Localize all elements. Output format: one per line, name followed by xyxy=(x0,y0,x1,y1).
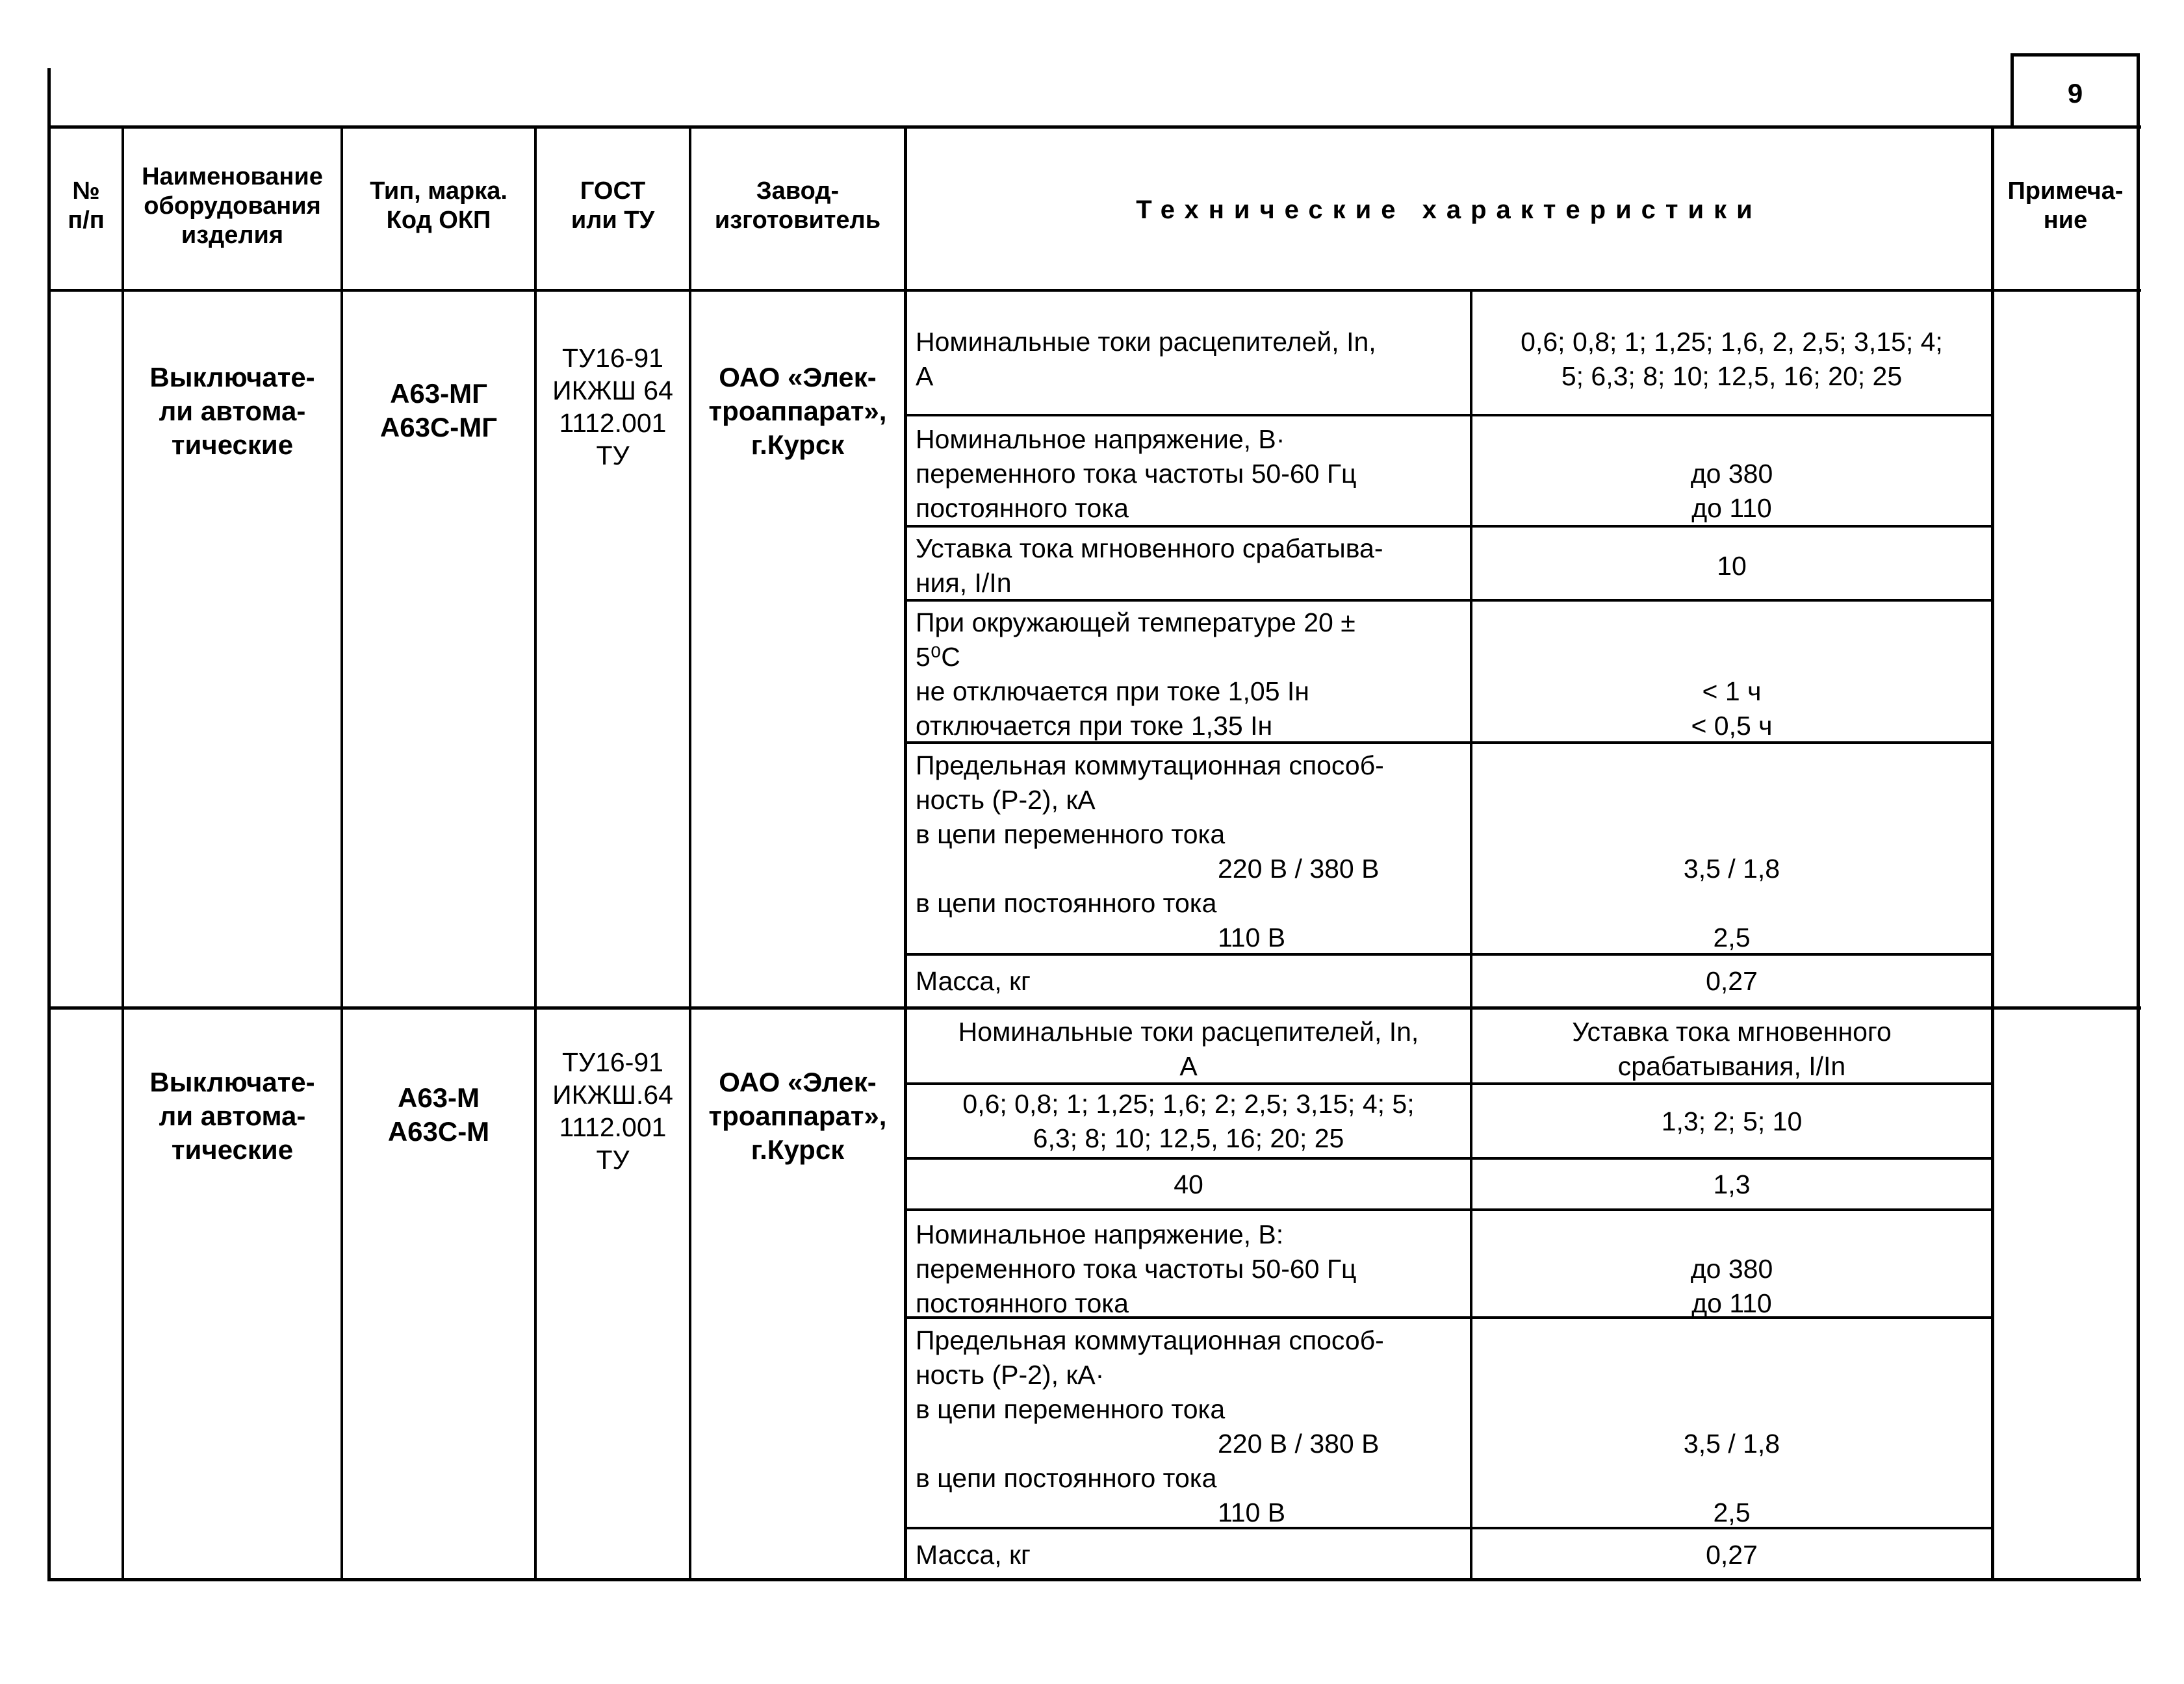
spec-value-line: 2,5 xyxy=(1713,1498,1751,1527)
header-num-line: п/п xyxy=(68,207,105,234)
row1-gost xyxy=(537,342,689,472)
spec-label-line: Номинальные токи расцепителей, In, xyxy=(958,1017,1419,1047)
spec-label-line: Масса, кг xyxy=(916,966,1031,996)
header-gost xyxy=(537,177,689,235)
spec-label-line: Предельная коммутационная способ- xyxy=(916,1325,1384,1355)
spec-label-line: Уставка тока мгновенного срабатыва- xyxy=(916,533,1383,563)
header-note-line: ние xyxy=(2043,207,2088,234)
header-type xyxy=(343,177,534,235)
row1-gost-line: ТУ16-91 xyxy=(562,343,663,373)
spec-label-line: постоянного тока xyxy=(916,1288,1129,1318)
row1-name-line: Выключате- xyxy=(149,362,315,392)
row1-maker-line: троаппарат», xyxy=(708,396,887,426)
spec-value-line: 3,5 / 1,8 xyxy=(1683,854,1780,884)
spec-value-line: до 110 xyxy=(1691,1288,1772,1318)
row1-name-line: ли автома- xyxy=(159,396,306,426)
header-maker xyxy=(691,177,904,235)
row2-name-line: тические xyxy=(171,1134,294,1165)
row2-maker-line: ОАО «Элек- xyxy=(719,1067,877,1097)
col-line-1 xyxy=(122,125,124,1581)
row2-name xyxy=(124,1065,340,1167)
spec-label-line: переменного тока частоты 50-60 Гц xyxy=(916,1254,1357,1284)
spec-line xyxy=(905,1208,1992,1211)
spec-label xyxy=(916,1218,1357,1321)
row2-maker xyxy=(691,1065,904,1167)
header-name xyxy=(124,162,340,250)
col-line-2 xyxy=(340,125,343,1581)
spec-label-line: ния, I/In xyxy=(916,568,1012,598)
spec-label-line: не отключается при токе 1,05 Iн xyxy=(916,676,1309,706)
row2-name-line: ли автома- xyxy=(159,1101,306,1131)
row1-maker-line: г.Курск xyxy=(751,429,845,460)
spec-value xyxy=(1472,1538,1991,1572)
row1-maker-line: ОАО «Элек- xyxy=(719,362,877,392)
spec-value-line: Уставка тока мгновенного xyxy=(1572,1017,1892,1047)
spec-value xyxy=(1472,1427,1991,1461)
spec-value-line: 1,3; 2; 5; 10 xyxy=(1661,1106,1803,1136)
spec-value-line: 0,27 xyxy=(1706,966,1758,996)
header-gost-line: ГОСТ xyxy=(580,177,646,205)
row1-type xyxy=(343,377,534,444)
row1-gost-line: ИКЖШ 64 xyxy=(552,376,673,405)
row1-maker xyxy=(691,361,904,462)
spec-label xyxy=(916,325,1376,394)
row1-gost-line: ТУ xyxy=(596,440,630,470)
spec-label-line: переменного тока частоты 50-60 Гц xyxy=(916,459,1357,489)
spec-value xyxy=(1472,1104,1991,1139)
spec-value xyxy=(1472,964,1991,999)
spec-label-line: ность (Р-2), кА xyxy=(916,785,1096,815)
row1-name xyxy=(124,361,340,462)
header-num-line: № xyxy=(72,177,100,205)
spec-label-line: А xyxy=(916,361,934,391)
header-type-line: Тип, марка. xyxy=(370,177,507,205)
spec-value-line: 1,3 xyxy=(1713,1169,1751,1199)
spec-label-line: 110 В xyxy=(1218,1498,1286,1527)
header-name-line: изделия xyxy=(181,222,284,249)
spec-value xyxy=(1472,325,1991,394)
row2-name-line: Выключате- xyxy=(149,1067,315,1097)
spec-label-line: в цепи постоянного тока xyxy=(916,888,1217,918)
spec-label-line: Предельная коммутационная способ- xyxy=(916,750,1384,780)
col-line-6 xyxy=(1991,125,1994,1581)
spec-value-line: 10 xyxy=(1717,551,1747,581)
row2-gost-line: 1112.001 xyxy=(559,1112,667,1142)
spec-label-line: Номинальное напряжение, В· xyxy=(916,424,1285,454)
row1-gost-line: 1112.001 xyxy=(559,408,667,438)
spec-label-line: 40 xyxy=(1174,1169,1203,1199)
spec-value xyxy=(1472,921,1991,955)
header-top-line xyxy=(47,125,2141,129)
spec-label-line: 220 В / 380 В xyxy=(1218,1429,1380,1459)
header-bottom-line xyxy=(47,289,2141,292)
spec-label xyxy=(916,964,1031,999)
spec-value xyxy=(1472,1252,1991,1321)
header-name-line: Наименование xyxy=(142,163,323,190)
spec-label-line: 220 В / 380 В xyxy=(1218,854,1380,884)
col-line-5 xyxy=(904,125,907,1581)
row1-name-line: тические xyxy=(171,429,294,460)
frame-right-border xyxy=(2137,125,2140,1581)
spec-label-line: Номинальные токи расцепителей, In, xyxy=(916,327,1376,357)
row-separator xyxy=(47,1006,2141,1010)
spec-label-line: ность (Р-2), кА· xyxy=(916,1360,1105,1390)
spec-label xyxy=(916,606,1355,743)
spec-label-line: При окружающей температуре 20 ± xyxy=(916,607,1355,637)
spec-value-line: 0,27 xyxy=(1706,1540,1758,1570)
row2-type-line: А63-М xyxy=(397,1082,480,1113)
header-note xyxy=(1994,177,2137,235)
spec-label xyxy=(916,1323,1384,1530)
spec-label-line: 6,3; 8; 10; 12,5, 16; 20; 25 xyxy=(1033,1123,1344,1153)
frame-bottom-border xyxy=(47,1578,2141,1581)
spec-value xyxy=(1472,1015,1991,1084)
row2-maker-line: г.Курск xyxy=(751,1134,845,1165)
spec-label-line: 5⁰С xyxy=(916,642,960,672)
spec-value-line: до 380 xyxy=(1690,1254,1773,1284)
row2-gost xyxy=(537,1046,689,1176)
row2-gost-line: ТУ xyxy=(596,1145,630,1175)
spec-label xyxy=(916,1538,1031,1572)
spec-value-line: < 1 ч xyxy=(1702,676,1762,706)
spec-value-line: < 0,5 ч xyxy=(1691,711,1773,741)
spec-label xyxy=(907,1015,1470,1084)
row2-gost-line: ТУ16-91 xyxy=(562,1047,663,1077)
spec-value xyxy=(1472,549,1991,583)
spec-value xyxy=(1472,1167,1991,1202)
spec-label xyxy=(916,422,1357,526)
spec-label-line: А xyxy=(1179,1051,1198,1081)
spec-label-line: в цепи постоянного тока xyxy=(916,1463,1217,1493)
row2-type xyxy=(343,1081,534,1149)
spec-label-line: постоянного тока xyxy=(916,493,1129,523)
spec-label-line: в цепи переменного тока xyxy=(916,819,1226,849)
spec-label xyxy=(916,748,1384,955)
row2-type-line: А63С-М xyxy=(387,1116,490,1147)
spec-label xyxy=(907,1087,1470,1156)
header-maker-line: изготовитель xyxy=(714,207,881,234)
spec-label-line: отключается при токе 1,35 Iн xyxy=(916,711,1273,741)
page-box-top xyxy=(2011,53,2140,57)
header-gost-line: или ТУ xyxy=(571,207,655,234)
spec-value-line: срабатывания, I/In xyxy=(1617,1051,1846,1081)
row1-type-line: А63-МГ xyxy=(390,378,487,409)
spec-label-line: 110 В xyxy=(1218,923,1286,952)
spec-value-line: 0,6; 0,8; 1; 1,25; 1,6, 2, 2,5; 3,15; 4; xyxy=(1521,327,1943,357)
row2-gost-line: ИКЖШ.64 xyxy=(552,1080,673,1110)
spec-label-line: 0,6; 0,8; 1; 1,25; 1,6; 2; 2,5; 3,15; 4; 5; xyxy=(962,1089,1415,1119)
spec-line xyxy=(905,414,1992,416)
spec-label xyxy=(916,531,1383,600)
row2-maker-line: троаппарат», xyxy=(708,1101,887,1131)
spec-value-line: до 380 xyxy=(1690,459,1773,489)
spec-value-line: 5; 6,3; 8; 10; 12,5, 16; 20; 25 xyxy=(1561,361,1903,391)
header-type-line: Код ОКП xyxy=(386,207,491,234)
page-number: 9 xyxy=(2067,78,2083,108)
frame-left-border xyxy=(47,68,51,1581)
spec-value-line: до 110 xyxy=(1691,493,1772,523)
page-box-right xyxy=(2137,53,2140,127)
header-specs-title: Технические характеристики xyxy=(1136,196,1762,224)
spec-label-line: в цепи переменного тока xyxy=(916,1394,1226,1424)
header-name-line: оборудования xyxy=(144,192,321,220)
spec-line xyxy=(905,1157,1992,1160)
spec-label-line: Номинальное напряжение, В: xyxy=(916,1219,1284,1249)
spec-value xyxy=(1472,1496,1991,1530)
spec-value xyxy=(1472,457,1991,526)
row1-type-line: А63С-МГ xyxy=(379,412,498,442)
spec-value-line: 2,5 xyxy=(1713,923,1751,952)
spec-value xyxy=(1472,852,1991,886)
spec-label-line: Масса, кг xyxy=(916,1540,1031,1570)
spec-label xyxy=(907,1167,1470,1202)
header-num xyxy=(51,177,122,235)
col-line-4 xyxy=(689,125,691,1581)
spec-value xyxy=(1472,674,1991,743)
header-maker-line: Завод- xyxy=(756,177,840,205)
spec-value-line: 3,5 / 1,8 xyxy=(1683,1429,1780,1459)
header-note-line: Примеча- xyxy=(2007,177,2124,205)
